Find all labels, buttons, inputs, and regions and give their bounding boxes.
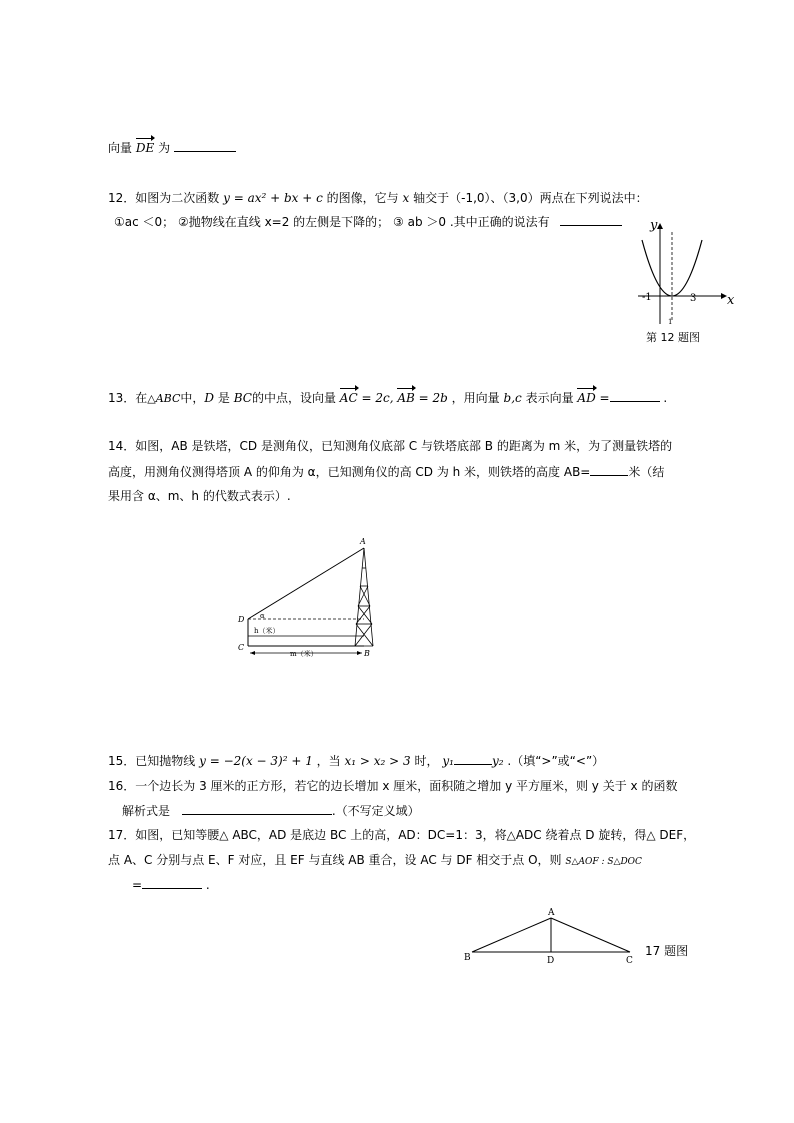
q16-line1: 16．一个边长为 3 厘米的正方形，若它的边长增加 x 厘米，面积随之增加 y 平方厘米，则 y 关于 x 的函数	[108, 779, 678, 793]
q11-vector: DE	[135, 141, 155, 155]
q13-text-b: 中，	[180, 391, 205, 405]
q11-suffix: 为	[158, 141, 171, 155]
q16-line2	[122, 802, 420, 819]
q16-text-l2-tail: .（不写定义域）	[331, 804, 420, 818]
q14-label-a: A	[360, 537, 366, 546]
q13-text-g: 表示向量	[525, 391, 574, 405]
q13-text-e: 的中点，设向量	[251, 391, 336, 405]
q15-text-c: 时，	[414, 754, 439, 768]
q17-side-ab	[472, 918, 551, 952]
q13-vector-ad: AD	[577, 391, 596, 405]
q13-eq1: = 2c,	[361, 391, 394, 405]
q13-vector-ac: AC	[339, 391, 358, 405]
q14-tower-figure	[232, 534, 382, 664]
q12-caption: 第 12 题图	[646, 331, 700, 344]
q16-answer-blank[interactable]	[182, 802, 332, 815]
q13-text-a: 13．在	[108, 391, 148, 405]
q12-right-root-label: 3	[690, 293, 697, 304]
q13-triangle: △ABC	[147, 392, 181, 405]
q15-y2: y₂	[491, 754, 504, 768]
q14-text-l2: 高度，用测角仪测得塔顶 A 的仰角为 α，已知测角仪的高 CD 为 h 米，则铁塔的高度 AB=	[108, 465, 591, 479]
q17-side-ac	[551, 918, 630, 952]
q12-parabola-graph	[628, 212, 740, 327]
q17-label-c: C	[626, 956, 633, 966]
q14-text-l2-tail: 米（结	[628, 465, 665, 479]
q12-line1	[108, 190, 648, 206]
q15-answer-blank[interactable]	[454, 752, 492, 765]
q12-option-1: ①ac ＜0；	[114, 215, 175, 229]
q13-vector-ab: AB	[397, 391, 415, 405]
q13-point-d: D	[204, 391, 215, 405]
q14-line1: 14．如图，AB 是铁塔，CD 是测角仪，已知测角仪底部 C 与铁塔底部 B 的距离为 m 米，为了测量铁塔的	[108, 439, 673, 453]
q17-caption: 17 题图	[645, 944, 689, 958]
q14-label-alpha: α	[260, 612, 265, 620]
q17-label-b: B	[464, 953, 471, 963]
q12-left-root-label: -1	[642, 292, 652, 303]
q12-text-c: 轴交于（-1,0）、（3,0）两点在下列说法中：	[413, 191, 648, 205]
q14-sightline-da	[248, 548, 364, 619]
q12-axis: x	[402, 191, 410, 205]
q14-label-b: B	[364, 649, 370, 658]
q13-text-c: 是	[217, 391, 230, 405]
q11-tail	[108, 139, 236, 156]
q12-text-b: 的图像，它与	[326, 191, 399, 205]
q14-answer-blank[interactable]	[590, 463, 628, 476]
q12-text-tail: .其中正确的说法有	[449, 215, 550, 229]
q12-option-3: ③ ab ＞0	[393, 215, 447, 229]
q11-prefix: 向量	[108, 141, 133, 155]
q15-text-d: .（填“>”或“<”）	[507, 754, 605, 768]
q15-line	[108, 752, 604, 769]
q14-label-m: m（米）	[290, 650, 318, 658]
q17-text-l3: =	[132, 878, 143, 892]
q17-label-d: D	[547, 956, 555, 966]
q13-answer-blank[interactable]	[610, 389, 660, 402]
q13-vectors-bc: b,c	[503, 391, 522, 405]
q14-line3: 果用含 α、m、h 的代数式表示）.	[108, 489, 291, 503]
q16-text-l2: 解析式是	[122, 804, 171, 818]
q17-line3: = .	[132, 878, 210, 892]
q14-label-h: h（米）	[254, 627, 280, 635]
q17-ratio: S△AOF : S△DOC	[565, 857, 642, 867]
q13-bc: BC	[233, 391, 252, 405]
q12-formula: y = ax² + bx + c	[223, 191, 323, 205]
q12-y-label: y	[650, 218, 658, 233]
q12-vertex-mark: 1	[668, 318, 673, 326]
q12-line2	[114, 213, 622, 230]
q17-text-l2: 点 A、C 分别与点 E、F 对应，且 EF 与直线 AB 重合，设 AC 与 DF 相交于点 O，则	[108, 853, 562, 867]
q14-label-c: C	[238, 643, 245, 652]
q17-label-a: A	[548, 908, 555, 918]
q13-text-h: =	[599, 391, 610, 405]
q15-y1: y₁	[442, 754, 454, 768]
q12-text-a: 12．如图为二次函数	[108, 191, 220, 205]
q14-line2	[108, 463, 664, 480]
q15-text-b: ，当	[316, 754, 341, 768]
q12-x-label: x	[727, 293, 735, 308]
q17-triangle-figure	[462, 904, 642, 968]
q12-answer-blank[interactable]	[560, 213, 622, 226]
q14-tower	[355, 548, 373, 646]
q13-eq2: = 2b	[418, 391, 448, 405]
q17-answer-blank[interactable]	[142, 876, 202, 889]
q13-line: 13．在△ABC中，D 是 BC的中点，设向量 AC = 2c, AB = 2b ，用向量 b,c 表示向量 AD = .	[108, 391, 668, 405]
q15-formula: y = −2(x − 3)² + 1	[199, 754, 313, 768]
q13-text-f: ，用向量	[451, 391, 500, 405]
q17-line1: 17．如图，已知等腰△ ABC，AD 是底边 BC 上的高，AD：DC=1：3，将△ADC 绕着点 D 旋转，得△ DEF，	[108, 828, 696, 842]
q15-condition: x₁ > x₂ > 3	[344, 754, 411, 768]
q17-line2	[108, 852, 642, 870]
q14-label-d: D	[238, 615, 245, 624]
q11-answer-blank[interactable]	[174, 139, 236, 152]
q15-text-a: 15．已知抛物线	[108, 754, 196, 768]
q12-option-2: ②抛物线在直线 x=2 的左侧是下降的；	[178, 215, 390, 229]
